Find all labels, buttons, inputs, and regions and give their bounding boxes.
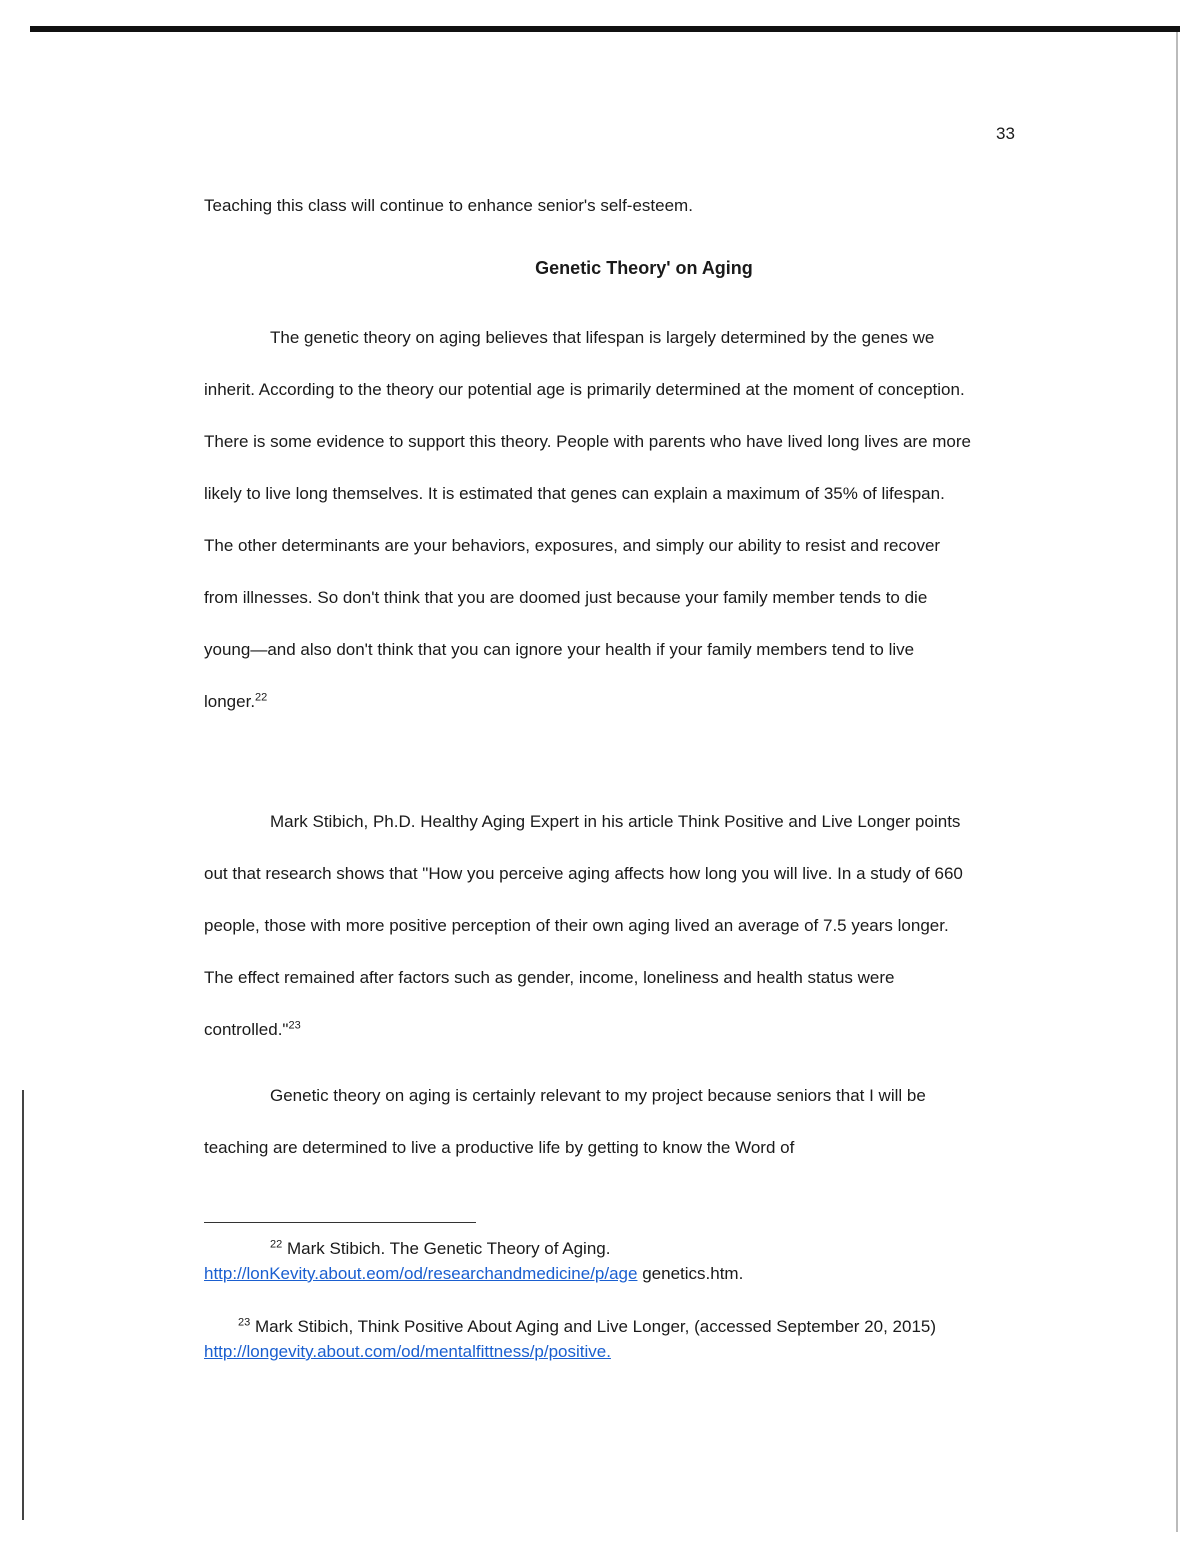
paragraph-project-relevance xyxy=(204,1070,974,1174)
footnote-link[interactable]: http://lonKevity.about.eom/od/researchandmedicine/p/age xyxy=(204,1264,638,1283)
paragraph-text: The genetic theory on aging believes that lifespan is largely determined by the genes we inherit. According to the theory our potential age is primarily determined at the moment of conception. There is some evidence to support this theory. People with parents who have lived long lives are more likely to live long themselves. It is estimated that genes can explain a maximum of 35% of lifespan. The other determinants are your behaviors, exposures, and simply our ability to resist and recover from illnesses. So don't think that you are doomed just because your family member tends to die young—and also don't think that you can ignore your health if your family members tend to live longer. xyxy=(204,328,971,711)
footnote-ref[interactable]: 22 xyxy=(255,691,268,704)
paragraph-text: Genetic theory on aging is certainly relevant to my project because seniors that I will be teaching are determined to live a productive life by getting to know the Word of xyxy=(204,1086,926,1157)
footnote-text: Mark Stibich. The Genetic Theory of Aging. xyxy=(286,1239,611,1258)
footnote-link[interactable]: http://longevity.about.com/od/mentalfittness/p/positive. xyxy=(204,1342,611,1361)
footnote-ref[interactable]: 23 xyxy=(288,1019,301,1032)
footnote-divider xyxy=(204,1222,476,1223)
paragraph-text: Mark Stibich, Ph.D. Healthy Aging Expert in his article Think Positive and Live Longer points out that research shows that "How you perceive aging affects how long you will live. In a study of 660 people, those with more positive perception of their own aging lived an average of 7.5 years longer. The effect remained after factors such as gender, income, loneliness and health status were controlled." xyxy=(204,812,963,1039)
intro-line: Teaching this class will continue to enhance senior's self-esteem. xyxy=(204,196,693,215)
footnote-23 xyxy=(204,1314,964,1364)
footnote-suffix: genetics.htm. xyxy=(642,1264,744,1283)
scan-top-border xyxy=(30,26,1180,32)
scan-left-edge xyxy=(22,1090,24,1520)
paragraph-stibich-study xyxy=(204,796,974,1056)
footnote-number: 23 xyxy=(238,1316,251,1329)
page-number: 33 xyxy=(996,124,1015,143)
section-heading: Genetic Theory' on Aging xyxy=(535,258,753,278)
footnote-number: 22 xyxy=(270,1238,283,1251)
footnote-22 xyxy=(204,1236,964,1286)
scan-right-edge xyxy=(1176,32,1178,1532)
footnote-text: Mark Stibich, Think Positive About Aging and Live Longer, (accessed September 20, 2015) xyxy=(254,1317,937,1336)
paragraph-genetic-theory xyxy=(204,312,974,728)
